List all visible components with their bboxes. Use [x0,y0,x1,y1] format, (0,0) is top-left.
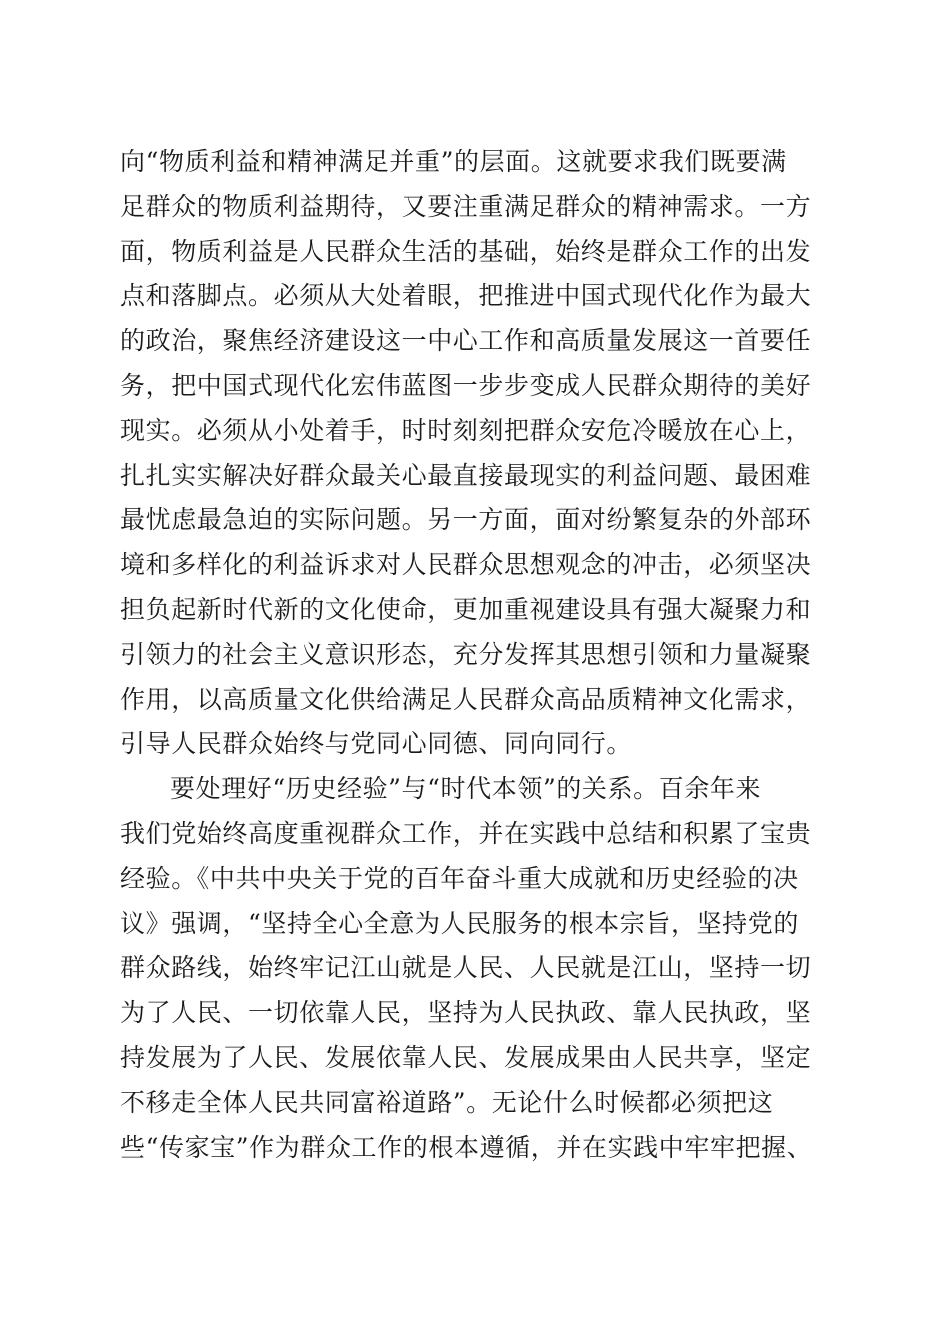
text-line: 向“物质利益和精神满足并重”的层面。这就要求我们既要满 [120,147,787,176]
text-line: 我们党始终高度重视群众工作，并在实践中总结和积累了宝贵 [120,818,812,848]
text-line: 境和多样化的利益诉求对人民群众思想观念的冲击，必须坚决 [120,550,812,580]
text-line: 议》强调，“坚持全心全意为人民服务的根本宗旨，坚持党的 [120,908,799,938]
text-line: 最忧虑最急迫的实际问题。另一方面，面对纷繁复杂的外部环 [120,505,812,535]
text-line: 些“传家宝”作为群众工作的根本遵循，并在实践中牢牢把握、 [120,1132,813,1162]
text-line: 为了人民、一切依靠人民，坚持为人民执政、靠人民执政，坚 [120,998,812,1028]
paragraph-2 [120,767,840,1170]
text-line-first-indented: 要处理好“历史经验”与“时代本领”的关系。百余年来 [170,774,762,804]
text-line: 担负起新时代新的文化使命，更加重视建设具有强大凝聚力和 [120,594,812,624]
text-line: 扎扎实实解决好群众最关心最直接最现实的利益问题、最困难 [120,460,812,490]
text-line: 面，物质利益是人民群众生活的基础，始终是群众工作的出发 [120,236,812,266]
text-line: 点和落脚点。必须从大处着眼，把推进中国式现代化作为最大 [120,281,812,311]
body-text [120,140,840,1170]
text-line: 持发展为了人民、发展依靠人民、发展成果由人民共享，坚定 [120,1042,812,1072]
text-line: 的政治，聚焦经济建设这一中心工作和高质量发展这一首要任 [120,326,812,356]
text-line: 群众路线，始终牢记江山就是人民、人民就是江山，坚持一切 [120,953,812,983]
paragraph-1 [120,140,840,767]
text-line: 不移走全体人民共同富裕道路”。无论什么时候都必须把这 [120,1087,774,1117]
text-line: 足群众的物质利益期待，又要注重满足群众的精神需求。一方 [120,191,812,221]
text-line: 务，把中国式现代化宏伟蓝图一步步变成人民群众期待的美好 [120,370,812,400]
text-line: 现实。必须从小处着手，时时刻刻把群众安危冷暖放在心上， [120,415,812,445]
text-line: 引领力的社会主义意识形态，充分发挥其思想引领和力量凝聚 [120,639,812,669]
text-line: 经验。《中共中央关于党的百年奋斗重大成就和历史经验的决 [120,863,799,893]
text-line: 引导人民群众始终与党同心同德、同向同行。 [120,729,633,759]
text-line: 作用，以高质量文化供给满足人民群众高品质精神文化需求， [120,684,812,714]
